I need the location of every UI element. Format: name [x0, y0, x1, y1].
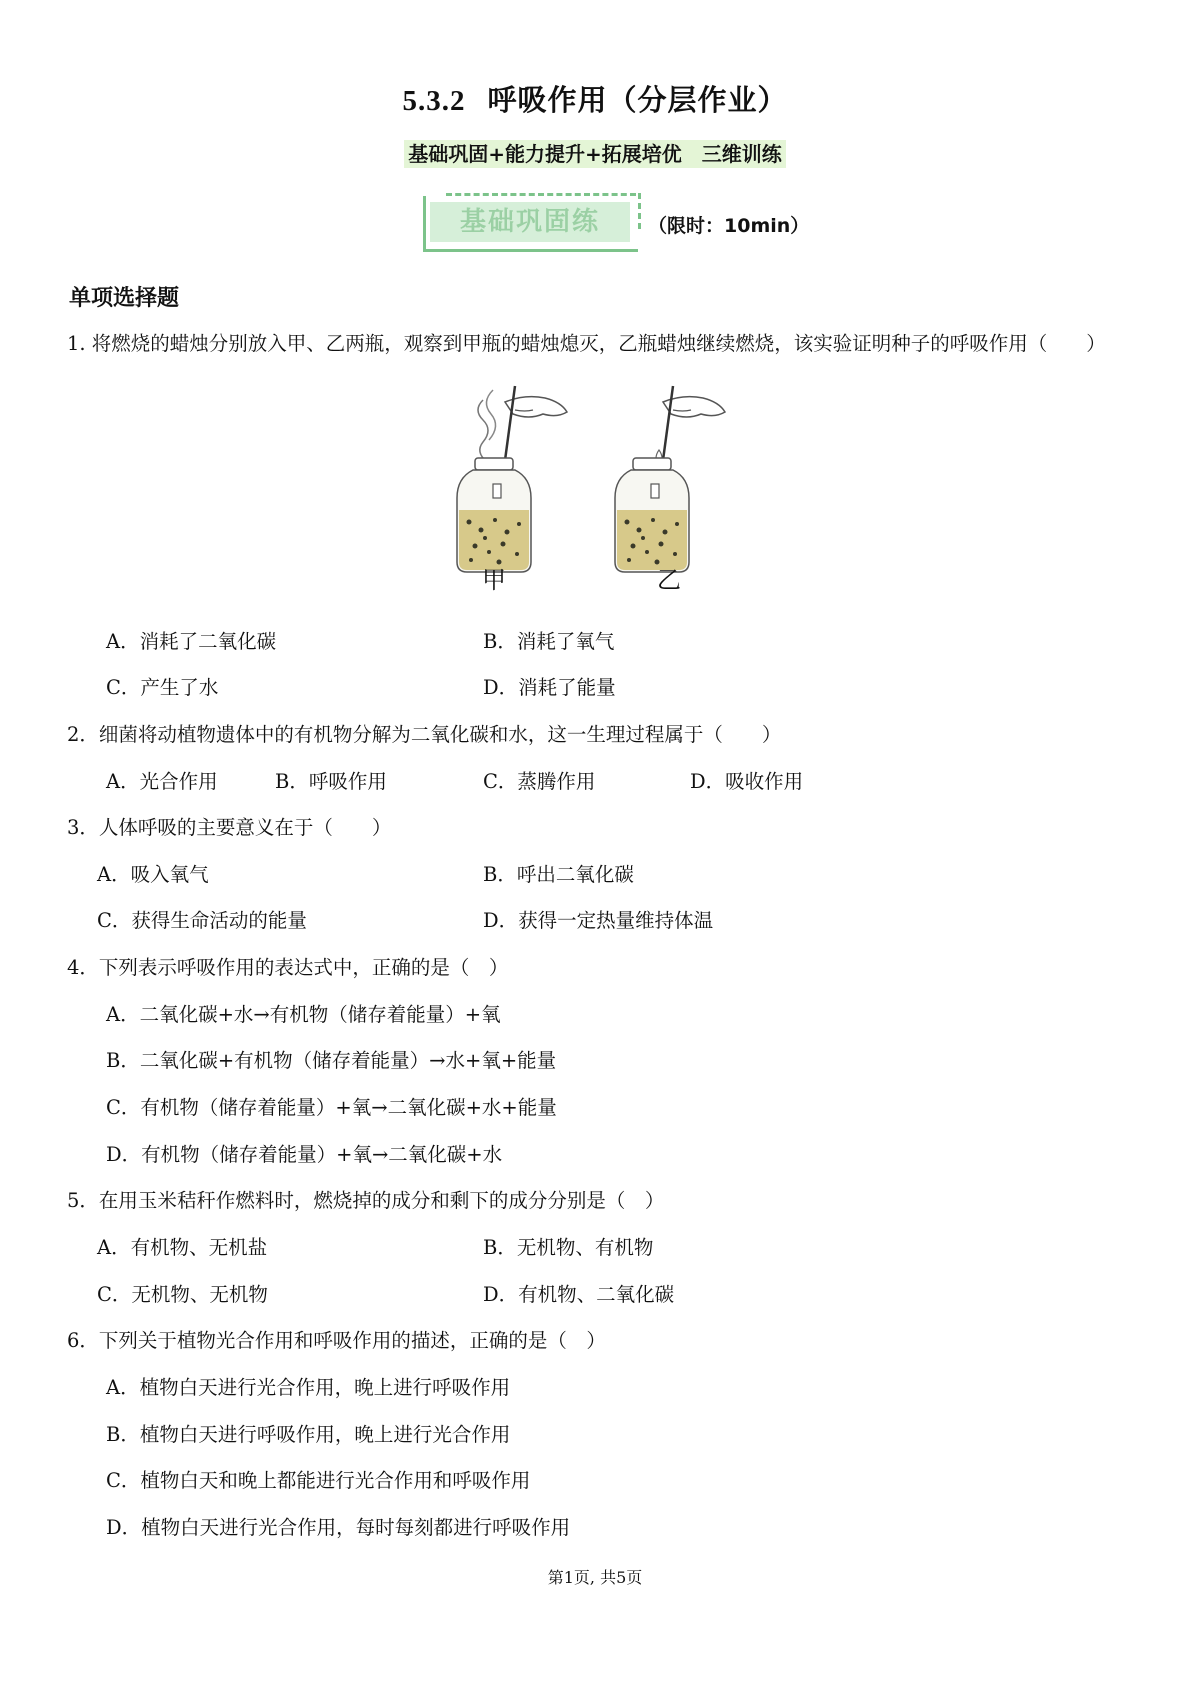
- page-title: [0, 78, 1190, 119]
- figure-label-yi: 乙: [657, 566, 681, 594]
- figure-label-jia: 甲: [482, 566, 506, 594]
- subtitle: [0, 138, 1190, 167]
- q4-option-d: D．有机物（储存着能量）+氧→二氧化碳+水: [106, 1143, 503, 1166]
- q3-option-c: C．获得生命活动的能量: [97, 909, 307, 932]
- lesson-number: 5.3.2: [402, 85, 466, 117]
- q5-option-c: C．无机物、无机物: [97, 1283, 268, 1306]
- q5-option-b: B．无机物、有机物: [483, 1236, 654, 1259]
- q1-option-b: B．消耗了氧气: [483, 630, 615, 653]
- q6-option-c: C．植物白天和晚上都能进行光合作用和呼吸作用: [106, 1469, 531, 1492]
- q2-option-c: C．蒸腾作用: [483, 770, 596, 793]
- q4-option-c: C．有机物（储存着能量）+氧→二氧化碳+水+能量: [106, 1096, 557, 1119]
- badge-dashed-border: [446, 193, 636, 196]
- subtitle-text: 基础巩固+能力提升+拓展培优 三维训练: [404, 140, 786, 168]
- q1-option-c: C．产生了水: [106, 676, 219, 699]
- question-5-stem: 5．在用玉米秸秆作燃料时，燃烧掉的成分和剩下的成分分别是（ ）: [67, 1189, 665, 1212]
- question-1-stem: 1. 将燃烧的蜡烛分别放入甲、乙两瓶，观察到甲瓶的蜡烛熄灭，乙瓶蜡烛继续燃烧，该实验证明种子的呼吸作用（ ）: [67, 332, 1106, 355]
- q5-option-a: A．有机物、无机盐: [97, 1236, 268, 1259]
- jar-yi: [615, 386, 725, 572]
- q3-option-a: A．吸入氧气: [97, 863, 209, 886]
- q2-option-d: D．吸收作用: [690, 770, 804, 793]
- q3-option-b: B．呼出二氧化碳: [483, 863, 634, 886]
- q1-option-a: A．消耗了二氧化碳: [106, 630, 277, 653]
- section-title: 单项选择题: [69, 285, 180, 311]
- question-3-stem: 3．人体呼吸的主要意义在于（ ）: [67, 816, 392, 839]
- q2-option-a: A．光合作用: [106, 770, 218, 793]
- q6-option-a: A．植物白天进行光合作用，晚上进行呼吸作用: [106, 1376, 511, 1399]
- lesson-title: 呼吸作用（分层作业）: [487, 83, 788, 117]
- question-2-stem: 2．细菌将动植物遗体中的有机物分解为二氧化碳和水，这一生理过程属于（ ）: [67, 723, 782, 746]
- question-4-stem: 4．下列表示呼吸作用的表达式中，正确的是（ ）: [67, 956, 509, 979]
- question-6-stem: 6．下列关于植物光合作用和呼吸作用的描述，正确的是（ ）: [67, 1329, 606, 1352]
- q6-option-b: B．植物白天进行呼吸作用，晚上进行光合作用: [106, 1423, 511, 1446]
- q2-option-b: B．呼吸作用: [275, 770, 387, 793]
- jar-jia: [457, 386, 567, 572]
- q4-option-b: B．二氧化碳+有机物（储存着能量）→水+氧+能量: [106, 1049, 557, 1072]
- page-footer: 第1页, 共5页: [547, 1568, 643, 1587]
- level-badge: [423, 196, 638, 252]
- q4-option-a: A．二氧化碳+水→有机物（储存着能量）+氧: [106, 1003, 501, 1026]
- time-limit: （限时：10min）: [648, 215, 810, 237]
- q1-option-d: D．消耗了能量: [483, 676, 616, 699]
- candle-jar-figure: [455, 380, 755, 590]
- badge-label: 基础巩固练: [430, 202, 630, 242]
- q3-option-d: D．获得一定热量维持体温: [483, 909, 714, 932]
- q5-option-d: D．有机物、二氧化碳: [483, 1283, 675, 1306]
- q6-option-d: D．植物白天进行光合作用，每时每刻都进行呼吸作用: [106, 1516, 571, 1539]
- badge-dashed-border-side: [638, 193, 641, 229]
